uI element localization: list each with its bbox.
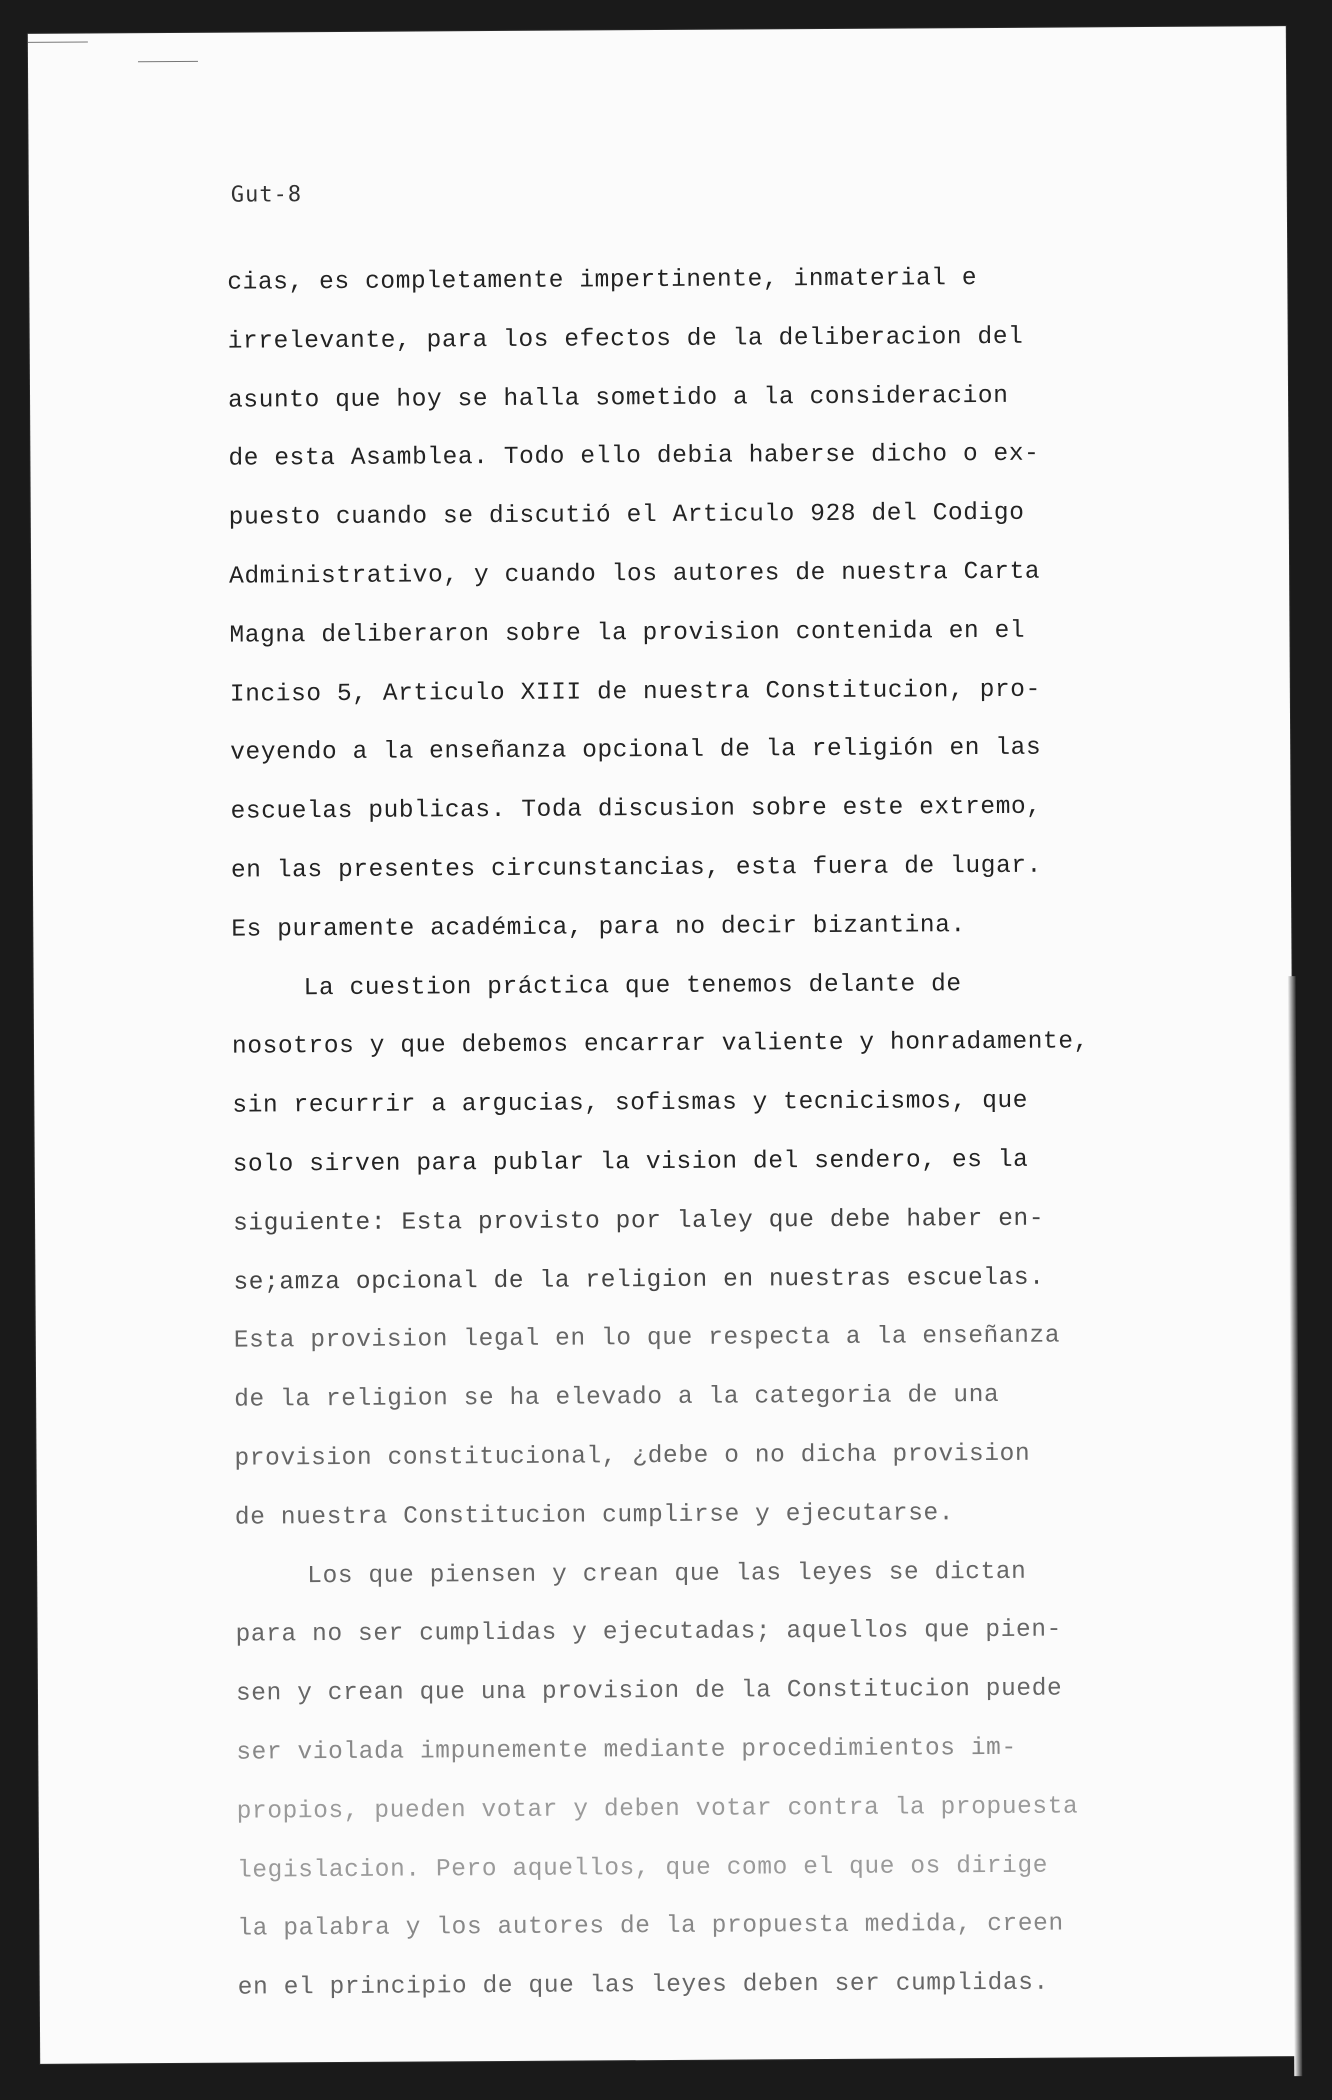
text-line: La cuestion práctica que tenemos delante de — [303, 970, 962, 1002]
page-edge-shadow — [1288, 976, 1303, 2076]
text-line: puesto cuando se discutió el Articulo 928 del Codigo — [228, 499, 1025, 532]
text-line: solo sirven para publar la vision del sendero, es la — [232, 1146, 1029, 1179]
text-line: provision constitucional, ¿debe o no dicha provision — [234, 1440, 1031, 1473]
text-line: se;amza opcional de la religion en nuestras escuelas. — [233, 1264, 1045, 1297]
scan-mark — [28, 41, 88, 42]
text-line: nosotros y que debemos encarrar valiente y honradamente, — [231, 1028, 1090, 1061]
text-line: veyendo a la enseñanza opcional de la religión en las — [230, 735, 1042, 768]
text-line: para no ser cumplidas y ejecutadas; aquellos que pien- — [235, 1616, 1063, 1649]
text-line: en las presentes circunstancias, esta fuera de lugar. — [230, 852, 1043, 885]
text-line: legislacion. Pero aquellos, que como el que os dirige — [236, 1852, 1049, 1885]
text-line: irrelevante, para los efectos de la deliberacion del — [227, 323, 1024, 356]
text-line: de nuestra Constitucion cumplirse y ejecutarse. — [234, 1499, 955, 1532]
text-line: Esta provision legal en lo que respecta a la enseñanza — [233, 1322, 1061, 1355]
text-line: siguiente: Esta provisto por laley que debe haber en- — [233, 1205, 1045, 1238]
text-line: ser violada impunemente mediante procedimientos im- — [236, 1734, 1017, 1767]
text-line: de esta Asamblea. Todo ello debia haberse dicho o ex- — [228, 441, 1040, 474]
document-page — [28, 26, 1298, 2064]
page-identifier: Gut-8 — [230, 182, 303, 208]
text-line: asunto que hoy se halla sometido a la consideracion — [227, 382, 1009, 415]
text-line: Administrativo, y cuando los autores de nuestra Carta — [229, 558, 1041, 591]
text-line: Los que piensen y crean que las leyes se dictan — [307, 1558, 1027, 1590]
text-line: Es puramente académica, para no decir bizantina. — [231, 911, 966, 944]
text-line: propios, pueden votar y deben votar contra la propuesta — [236, 1793, 1079, 1826]
text-line: la palabra y los autores de la propuesta medida, creen — [237, 1910, 1064, 1943]
text-line: cias, es completamente impertinente, inmaterial e — [227, 265, 978, 297]
scan-mark — [138, 61, 198, 62]
document-body — [227, 249, 1168, 2019]
text-line: de la religion se ha elevado a la categoria de una — [234, 1382, 1000, 1414]
text-line: escuelas publicas. Toda discusion sobre este extremo, — [230, 793, 1042, 826]
text-line: sin recurrir a argucias, sofismas y tecnicismos, que — [232, 1087, 1029, 1120]
text-line: Inciso 5, Articulo XIII de nuestra Constitucion, pro- — [229, 676, 1041, 709]
text-line: en el principio de que las leyes deben ser cumplidas. — [237, 1969, 1049, 2002]
text-line: sen y crean que una provision de la Constitucion puede — [235, 1675, 1063, 1708]
text-line: Magna deliberaron sobre la provision contenida en el — [229, 617, 1026, 650]
